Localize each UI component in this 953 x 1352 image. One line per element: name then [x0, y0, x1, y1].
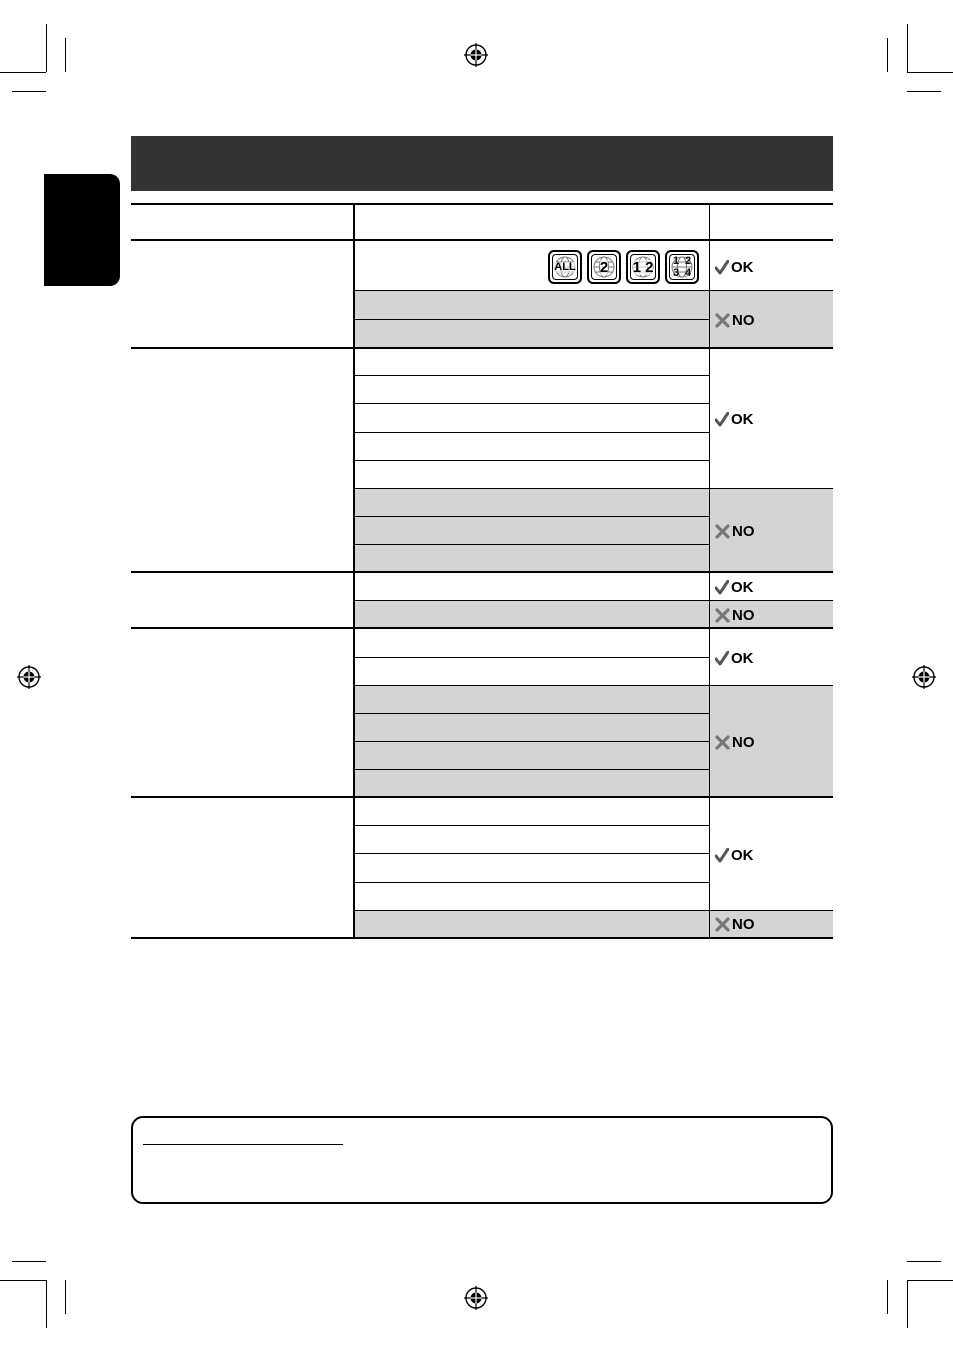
table-header-rule: [131, 239, 833, 241]
check-icon: [715, 651, 729, 666]
no-mark: [715, 310, 755, 330]
language-side-tab: [44, 174, 120, 286]
ok-mark: [715, 257, 754, 277]
column-divider: [353, 203, 355, 939]
crop-mark: [46, 24, 47, 72]
crop-mark: [887, 1280, 888, 1314]
ok-mark: [715, 577, 754, 597]
crop-mark: [65, 38, 66, 72]
check-icon: [715, 580, 729, 595]
crop-mark: [907, 72, 953, 73]
row-divider: [354, 741, 709, 742]
no-label: NO: [732, 915, 755, 933]
crop-mark: [65, 1280, 66, 1314]
region-label: 2: [684, 254, 692, 267]
crop-mark: [12, 91, 46, 92]
row-divider: [354, 685, 833, 686]
row-divider: [354, 375, 709, 376]
row-divider: [354, 769, 709, 770]
crop-mark: [887, 38, 888, 72]
ok-mark: [715, 845, 754, 865]
region-code-icons: [548, 250, 699, 284]
crop-mark: [0, 72, 46, 73]
unsupported-row: [354, 910, 833, 938]
row-divider: [354, 516, 709, 517]
region-label: ALL: [554, 260, 576, 273]
cross-icon: [715, 735, 730, 750]
region-2-icon: [587, 250, 621, 284]
crop-mark: [0, 1280, 46, 1281]
row-divider: [354, 713, 709, 714]
no-mark: [715, 914, 755, 934]
row-divider: [354, 432, 709, 433]
region-label: 1 2: [632, 258, 654, 276]
ok-label: OK: [731, 258, 754, 276]
no-mark: [715, 605, 755, 625]
group-divider: [131, 627, 833, 629]
row-divider: [354, 460, 709, 461]
group-divider: [131, 571, 833, 573]
registration-mark-icon: [464, 1286, 488, 1310]
ok-mark: [715, 409, 754, 429]
ok-label: OK: [731, 578, 754, 596]
row-divider: [354, 825, 709, 826]
region-1-2-3-4-icon: [665, 250, 699, 284]
no-label: NO: [732, 522, 755, 540]
no-label: NO: [732, 311, 755, 329]
ok-label: OK: [731, 846, 754, 864]
registration-mark-icon: [464, 43, 488, 67]
cross-icon: [715, 917, 730, 932]
ok-label: OK: [731, 649, 754, 667]
region-1-2-icon: [626, 250, 660, 284]
crop-mark: [46, 1280, 47, 1328]
ok-label: OK: [731, 410, 754, 428]
registration-mark-icon: [912, 665, 936, 689]
group-divider: [131, 347, 833, 349]
region-label: 3: [672, 266, 680, 279]
table-top-rule: [131, 203, 833, 205]
unsupported-row: [354, 600, 833, 628]
ok-mark: [715, 648, 754, 668]
section-header-bar: [131, 136, 833, 191]
row-divider: [354, 910, 833, 911]
cross-icon: [715, 313, 730, 328]
row-divider: [354, 319, 709, 320]
cross-icon: [715, 524, 730, 539]
no-mark: [715, 732, 755, 752]
row-divider: [354, 403, 709, 404]
check-icon: [715, 260, 729, 275]
check-icon: [715, 848, 729, 863]
check-icon: [715, 412, 729, 427]
crop-mark: [907, 1280, 953, 1281]
no-mark: [715, 521, 755, 541]
row-divider: [354, 657, 709, 658]
no-label: NO: [732, 606, 755, 624]
row-divider: [354, 488, 833, 489]
row-divider: [354, 600, 833, 601]
crop-mark: [907, 24, 908, 72]
note-box: [131, 1116, 833, 1204]
region-all-icon: [548, 250, 582, 284]
cross-icon: [715, 608, 730, 623]
table-bottom-rule: [131, 937, 833, 939]
crop-mark: [12, 1261, 46, 1262]
row-divider: [354, 290, 833, 291]
crop-mark: [907, 1280, 908, 1328]
registration-mark-icon: [17, 665, 41, 689]
region-label: 2: [599, 258, 609, 276]
region-label: 1: [672, 254, 680, 267]
note-heading-underline: [143, 1144, 343, 1145]
row-divider: [354, 544, 709, 545]
crop-mark: [907, 1261, 941, 1262]
row-divider: [354, 882, 709, 883]
region-label: 4: [684, 266, 692, 279]
group-divider: [131, 796, 833, 798]
no-label: NO: [732, 733, 755, 751]
column-divider: [709, 203, 710, 939]
unsupported-row: [354, 488, 833, 572]
crop-mark: [907, 91, 941, 92]
row-divider: [354, 853, 709, 854]
